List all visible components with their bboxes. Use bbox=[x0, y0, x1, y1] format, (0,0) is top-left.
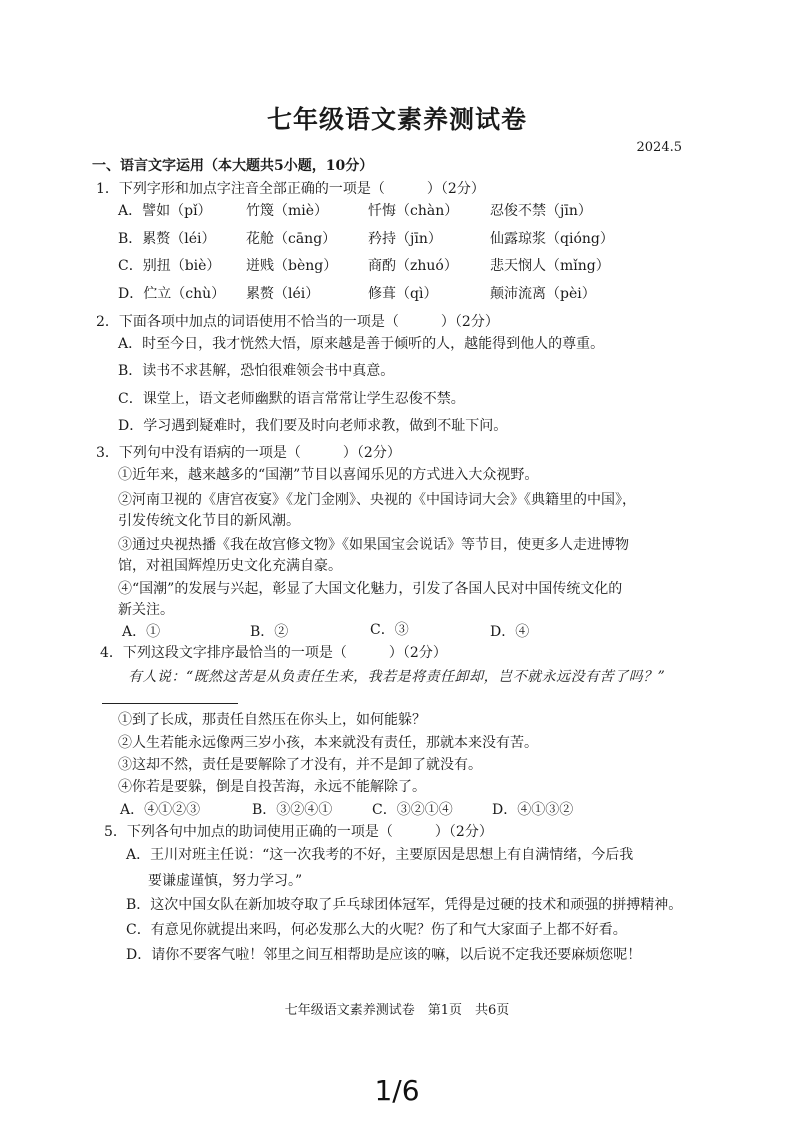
q4-choice-a: A．④①②③ bbox=[120, 802, 201, 818]
q3-choice-d: D．④ bbox=[490, 624, 530, 640]
question-5-stem: 5．下列各句中加点的助词使用正确的一项是（ ）（2分） bbox=[104, 824, 493, 840]
q5-option-d: D．请你不要客气啦！邻里之间互相帮助是应该的嘛，以后说不定我还要麻烦您呢！ bbox=[126, 947, 642, 963]
question-1-stem: 1．下列字形和加点字注音全部正确的一项是（ ）（2分） bbox=[96, 181, 485, 197]
q1-option-a-1: A．譬如（pǐ） bbox=[118, 203, 212, 219]
q1-option-b-3: 矜持（jīn） bbox=[368, 231, 442, 247]
q2-option-b: B．读书不求甚解，恐怕很难领会书中真意。 bbox=[118, 363, 395, 379]
q1-option-c-3: 商酌（zhuó） bbox=[368, 258, 458, 274]
q2-option-d: D．学习遇到疑难时，我们要及时向老师求教，做到不耻下问。 bbox=[118, 418, 508, 434]
q3-choice-b: B．② bbox=[250, 624, 289, 640]
q1-option-a-3: 忏悔（chàn） bbox=[368, 203, 459, 219]
q3-choice-a: A．① bbox=[122, 624, 161, 640]
q4-sentence-2: ②人生若能永远像两三岁小孩，本来就没有责任，那就本来没有苦。 bbox=[118, 735, 538, 751]
q2-option-a: A．时至今日，我才恍然大悟，原来越是善于倾听的人，越能得到他人的尊重。 bbox=[118, 336, 605, 352]
q5-option-a: A．王川对班主任说：“这一次我考的不好，主要原因是思想上有自满情绪，今后我 bbox=[126, 847, 634, 863]
q3-sentence-2-cont: 引发传统文化节目的新风潮。 bbox=[118, 513, 300, 529]
q1-option-c-4: 悲天悯人（mǐng） bbox=[490, 258, 610, 274]
q3-sentence-4-cont: 新关注。 bbox=[118, 602, 174, 618]
q1-option-b-4: 仙露琼浆（qióng） bbox=[490, 231, 614, 247]
q1-option-b-2: 花舱（cāng） bbox=[246, 231, 337, 247]
q3-sentence-1: ①近年来，越来越多的“国潮”节目以喜闻乐见的方式进入大众视野。 bbox=[118, 467, 539, 483]
q3-sentence-3-cont: 馆，对祖国辉煌历史文化充满自豪。 bbox=[118, 558, 342, 574]
q3-choice-c: C．③ bbox=[370, 622, 409, 638]
q2-option-c: C．课堂上，语文老师幽默的语言常常让学生忍俊不禁。 bbox=[118, 391, 465, 407]
page-footer: 七年级语文素养测试卷 第1页 共6页 bbox=[284, 1003, 510, 1018]
q5-option-a-cont: 要谦虚谨慎，努力学习。” bbox=[148, 873, 303, 889]
q1-option-a-2: 竹篾（miè） bbox=[246, 203, 329, 219]
question-3-stem: 3．下列句中没有语病的一项是（ ）（2分） bbox=[96, 445, 401, 461]
q4-quote: 有人说：“既然这苦是从负责任生来，我若是将责任卸却，岂不就永远没有苦了吗？” bbox=[128, 669, 666, 685]
q3-sentence-2: ②河南卫视的《唐宫夜宴》《龙门金刚》、央视的《中国诗词大会》《典籍里的中国》， bbox=[118, 492, 636, 508]
q4-sentence-1: ①到了长成，那责任自然压在你头上，如何能躲？ bbox=[118, 712, 426, 728]
q1-option-d-4: 颠沛流离（pèi） bbox=[490, 286, 596, 302]
q4-sentence-3: ③这却不然，责任是要解除了才没有，并不是卸了就没有。 bbox=[118, 757, 482, 773]
q4-sentence-4: ④你若是要躲，倒是自投苦海，永远不能解除了。 bbox=[118, 779, 426, 795]
q1-option-c-2: 迸贱（bèng） bbox=[246, 258, 338, 274]
page-title: 七年级语文素养测试卷 bbox=[266, 105, 527, 134]
q5-option-c: C．有意见你就提出来吗，何必发那么大的火呢？伤了和气大家面子上都不好看。 bbox=[126, 922, 627, 938]
q1-option-d-3: 修葺（qì） bbox=[368, 286, 438, 302]
q3-sentence-4: ④“国潮”的发展与兴起，彰显了大国文化魅力，引发了各国人民对中国传统文化的 bbox=[118, 581, 623, 597]
q1-option-b-1: B．累赘（léi） bbox=[118, 231, 216, 247]
q4-choice-b: B．③②④① bbox=[252, 802, 333, 818]
q1-option-d-1: D．伫立（chù） bbox=[118, 286, 226, 302]
q3-sentence-3: ③通过央视热播《我在故宫修文物》《如果国宝会说话》等节目，使更多人走进博物 bbox=[118, 537, 629, 553]
q1-option-c-1: C．别扭（biè） bbox=[118, 258, 221, 274]
q4-choice-d: D．④①③② bbox=[492, 802, 574, 818]
q1-option-d-2: 累赘（léi） bbox=[246, 286, 320, 302]
q4-choice-c: C．③②①④ bbox=[372, 802, 453, 818]
q5-option-b: B．这次中国女队在新加坡夺取了乒乓球团体冠军，凭得是过硬的技术和顽强的拼搏精神。 bbox=[126, 897, 683, 913]
section-heading: 一、语言文字运用（本大题共5小题，10分） bbox=[92, 158, 374, 174]
q4-answer-blank bbox=[102, 703, 238, 704]
question-2-stem: 2．下面各项中加点的词语使用不恰当的一项是（ ）（2分） bbox=[96, 314, 499, 330]
question-4-stem: 4．下列这段文字排序最恰当的一项是（ ）（2分） bbox=[100, 645, 447, 661]
exam-date: 2024.5 bbox=[636, 140, 682, 155]
page-indicator: 1/6 bbox=[374, 1074, 420, 1107]
q1-option-a-4: 忍俊不禁（jīn） bbox=[490, 203, 592, 219]
